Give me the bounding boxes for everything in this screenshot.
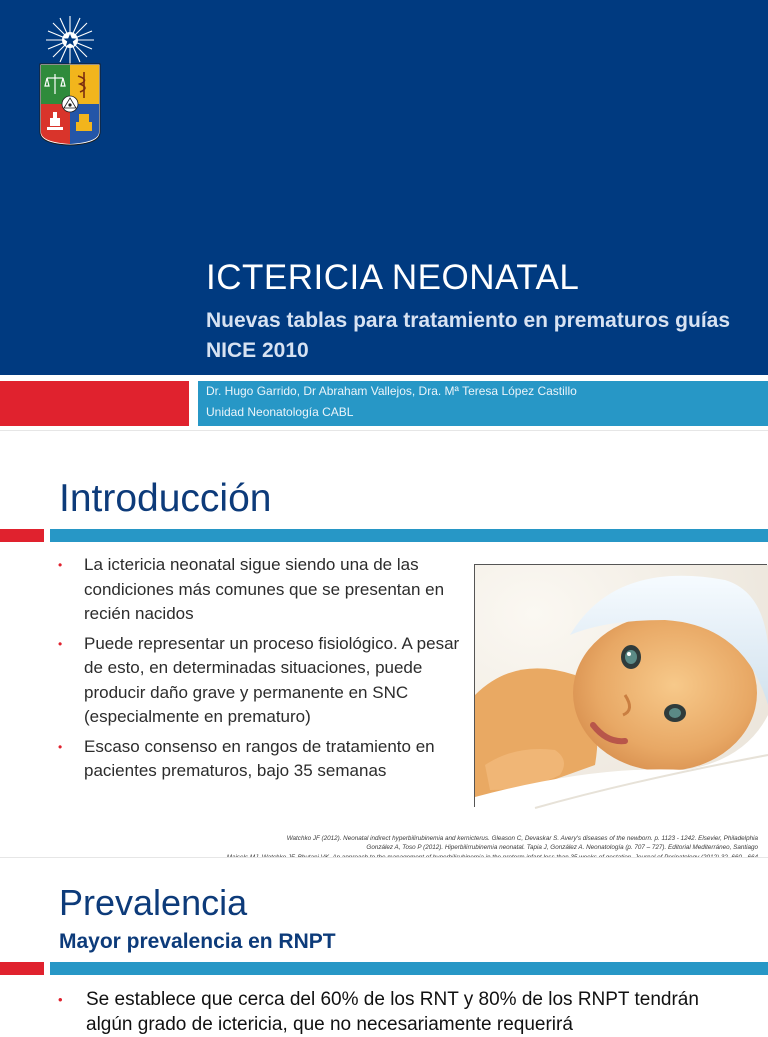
authors-line: Dr. Hugo Garrido, Dr Abraham Vallejos, Dra. Mª Teresa López Castillo: [206, 384, 577, 398]
list-item: [58, 553, 468, 627]
title-slide: [0, 0, 768, 428]
bullet-icon: •: [58, 992, 63, 1007]
bullet-list: [58, 553, 468, 789]
prevalence-slide: [0, 857, 768, 1035]
list-item: [58, 987, 738, 1037]
slide-subheading: Mayor prevalencia en RNPT: [59, 930, 336, 953]
presentation-title: ICTERICIA NEONATAL: [206, 258, 580, 297]
red-accent-bar: [0, 529, 44, 542]
bullet-text: Se establece que cerca del 60% de los RNT y 80% de los RNPT tendrán algún grado de ictericia, que no necesariamente requerirá: [86, 989, 699, 1035]
red-accent-bar: [0, 381, 189, 426]
bullet-icon: •: [58, 558, 63, 572]
bullet-icon: •: [58, 636, 63, 651]
presentation-subtitle: Nuevas tablas para tratamiento en prematuros guías NICE 2010: [206, 309, 731, 362]
bullet-text: Puede representar un proceso fisiológico. A pesar de esto, en determinadas situaciones, puede producir daño grave y permanente en SNC (especialmente en prematuro): [84, 633, 460, 726]
newborn-baby-photo: [474, 564, 767, 807]
bullet-text: La ictericia neonatal sigue siendo una de las condiciones más comunes que se presentan en recién nacidos: [84, 555, 445, 623]
reference-item: González A, Toso P (2012). Hiperbilirrubinemia neonatal. Tapia J, González A. Neonatología (p. 707 – 727). Editorial Mediterráneo, Santiago: [366, 844, 758, 852]
teal-accent-bar: [50, 529, 768, 542]
slide-heading: Introducción: [59, 477, 272, 520]
bullet-list: [58, 987, 738, 1037]
university-coat-of-arms-icon: [36, 14, 104, 148]
reference-item: Watchko JF (2012). Neonatal indirect hyperbilirubinemia and kernicterus. Gleason C, Devaskar S. Avery's diseases of the newborn. p. 1123 - 1242. Elsevier, Philadelphia: [286, 835, 758, 842]
intro-slide: [0, 430, 768, 855]
teal-accent-bar: [50, 962, 768, 975]
bullet-text: Escaso consenso en rangos de tratamiento en pacientes prematuros, bajo 35 semanas: [84, 736, 435, 780]
list-item: [58, 632, 468, 730]
red-accent-bar: [0, 962, 44, 975]
list-item: [58, 735, 468, 784]
unit-line: Unidad Neonatología CABL: [206, 405, 354, 419]
bullet-icon: •: [58, 739, 63, 754]
slide-heading: Prevalencia: [59, 882, 248, 923]
